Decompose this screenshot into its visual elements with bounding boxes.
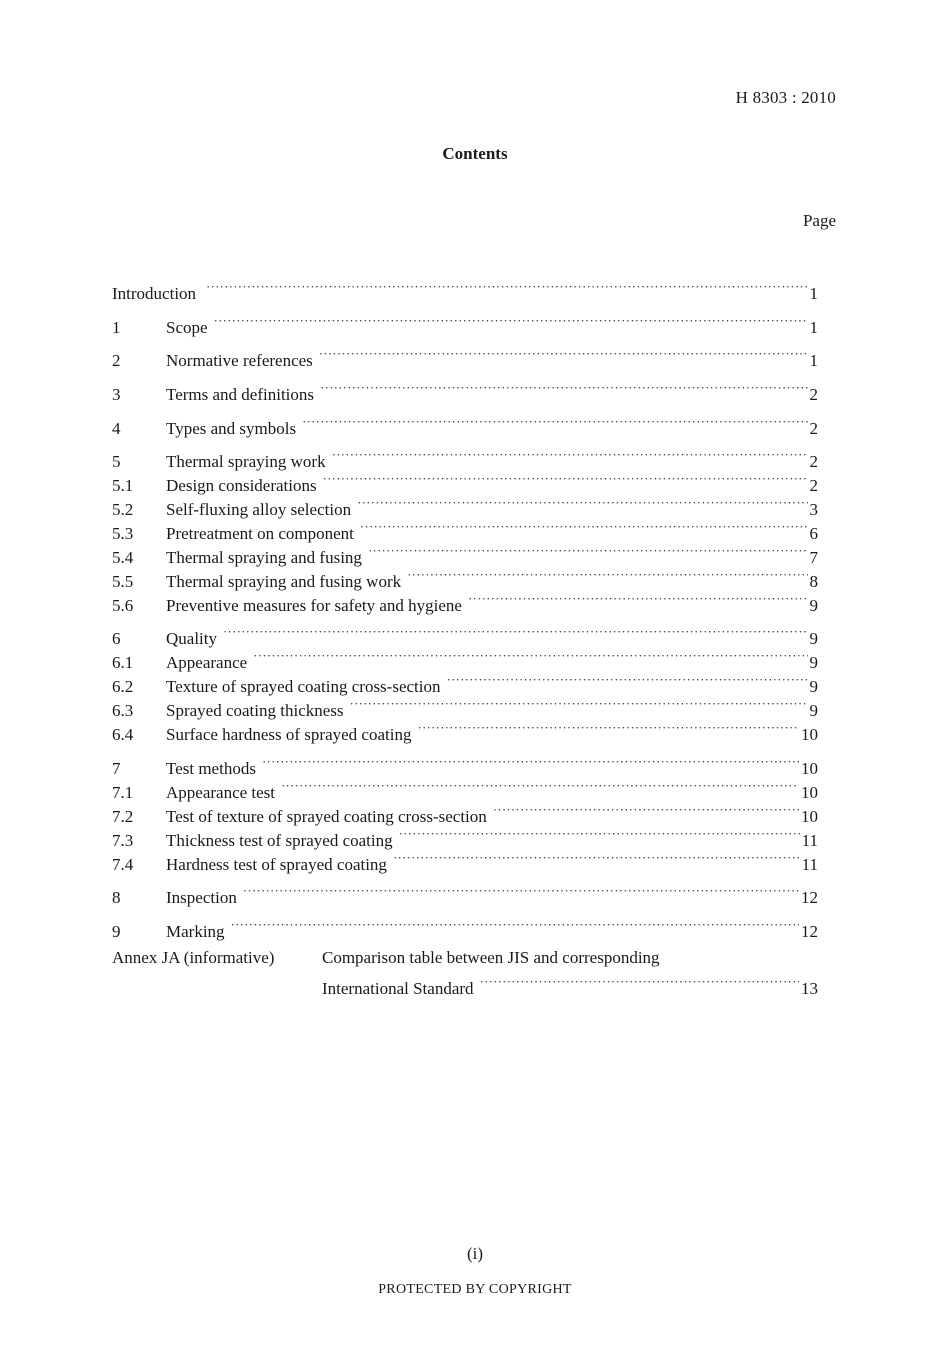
toc-entry-title: Design considerations [166,476,317,495]
toc-entry[interactable] [112,750,818,778]
toc-entry[interactable] [112,342,818,370]
toc-entry[interactable] [112,822,818,850]
toc-entry[interactable] [112,846,818,874]
toc-leader [480,970,799,994]
toc-entry-page: 10 [801,725,818,744]
toc-entry[interactable] [112,913,818,941]
toc-entry-page: 2 [809,452,818,471]
toc-entry-number: 6.1 [112,653,134,672]
toc-entry-title: Scope [166,318,208,337]
toc-leader [360,515,808,539]
toc-entry-page: 7 [809,548,818,567]
annex-label: Annex JA (informative) [112,948,275,967]
toc-entry-number: 5.1 [112,476,134,495]
toc-leader [319,342,808,366]
toc-leader [357,491,807,515]
toc-entry-title: Preventive measures for safety and hygiene [166,596,462,615]
toc-entry-number: 5 [112,452,121,471]
toc-entry[interactable] [112,491,818,519]
toc-entry-title: Appearance [166,653,248,672]
toc-entry[interactable] [112,443,818,471]
toc-entry-title: Marking [166,922,225,941]
toc-entry-title: Inspection [166,888,237,907]
toc-entry-number: 7 [112,759,121,778]
toc-entry[interactable] [112,410,818,438]
toc-entry-number: 5.6 [112,596,134,615]
toc-entry-title: Types and symbols [166,419,297,438]
toc-entry-title: Sprayed coating thickness [166,701,344,720]
toc-entry[interactable] [112,467,818,495]
toc-entry[interactable] [112,644,818,672]
toc-entry[interactable] [112,587,818,615]
toc-entry-number: 6.2 [112,677,134,696]
toc-entry[interactable] [112,798,818,826]
toc-entry-page: 2 [809,385,818,404]
toc-entry-number: 1 [112,318,121,337]
doc-id: H 8303 : 2010 [735,88,836,107]
toc-leader [206,275,807,299]
toc-entry-number: 5.3 [112,524,134,543]
toc-entry-page: 1 [809,318,818,337]
toc-entry[interactable] [112,620,818,648]
toc-entry-page: 9 [809,629,818,648]
toc-leader [302,410,807,434]
toc-entry-page: 8 [809,572,818,591]
toc-leader [262,750,799,774]
toc-entry[interactable] [112,539,818,567]
toc-leader [399,822,800,846]
toc-entry-number: 9 [112,922,121,941]
toc-entry-title: Thermal spraying and fusing work [166,572,402,591]
toc-entry-title: Surface hardness of sprayed coating [166,725,412,744]
toc-entry-page: 12 [801,888,818,907]
toc-leader [393,846,800,870]
annex-title-line1: Comparison table between JIS and corresponding [322,948,660,967]
toc-entry[interactable] [112,668,818,696]
toc-leader [323,467,808,491]
toc-leader [281,774,799,798]
toc-entry-number: 6.3 [112,701,134,720]
toc-entry-page: 9 [809,596,818,615]
toc-leader [468,587,808,611]
page-number: (i) [466,1244,484,1263]
annex-title-line2: International Standard [322,979,474,998]
toc-entry-number: 8 [112,888,121,907]
toc-entry-number: 5.5 [112,572,134,591]
toc-leader [417,716,799,740]
toc-entry[interactable] [112,275,818,303]
toc-entry-page: 6 [809,524,818,543]
toc-entry-title: Normative references [166,351,313,370]
toc-leader [243,879,799,903]
toc-leader [493,798,799,822]
toc-leader [368,539,808,563]
toc-leader [214,309,808,333]
toc-entry-page: 1 [809,351,818,370]
toc-leader [223,620,808,644]
toc-leader [447,668,808,692]
toc-entry-page: 9 [809,653,818,672]
toc-entry[interactable] [112,563,818,591]
toc-entry[interactable] [112,774,818,802]
toc-entry-title: Test methods [166,759,256,778]
toc-entry-title: Test of texture of sprayed coating cross-section [166,807,487,826]
toc-entry-number: 6 [112,629,121,648]
toc-entry-title: Quality [166,629,217,648]
toc-leader [350,692,808,716]
toc-entry-page: 2 [809,476,818,495]
toc-leader [332,443,808,467]
toc-entry-number: 6.4 [112,725,134,744]
toc-entry-page: 10 [801,807,818,826]
toc-entry-page: 10 [801,783,818,802]
toc-entry[interactable] [112,716,818,744]
annex-page: 13 [801,979,818,998]
toc-entry[interactable] [112,692,818,720]
toc-entry[interactable] [112,515,818,543]
toc-leader [231,913,799,937]
annex-title-line2-row [322,970,818,998]
toc-entry-number: 5.4 [112,548,134,567]
toc-entry-number: 2 [112,351,121,370]
toc-entry-page: 9 [809,701,818,720]
toc-entry-page: 2 [809,419,818,438]
toc-leader [253,644,807,668]
toc-entry-page: 11 [801,855,818,874]
toc-entry[interactable] [112,309,818,337]
page-column-header: Page [802,211,836,230]
toc-entry-title: Texture of sprayed coating cross-section [166,677,441,696]
toc-entry[interactable] [112,376,818,404]
toc-entry-page: 10 [801,759,818,778]
toc-entry-title: Thermal spraying and fusing [166,548,362,567]
toc-entry-title: Thermal spraying work [166,452,326,471]
toc-entry-page: 1 [809,284,818,303]
toc-entry-title: Thickness test of sprayed coating [166,831,393,850]
toc-entry-number: 7.3 [112,831,134,850]
toc-leader [320,376,807,400]
contents-title: Contents [442,144,508,163]
toc-entry-number: 7.2 [112,807,134,826]
toc-entry-page: 9 [809,677,818,696]
toc-entry-page: 3 [809,500,818,519]
toc-entry-number: 7.1 [112,783,134,802]
toc-entry-title: Terms and definitions [166,385,315,404]
toc-entry-number: 4 [112,419,121,438]
toc-entry-title: Self-fluxing alloy selection [166,500,352,519]
toc-entry-number: 5.2 [112,500,134,519]
toc-entry-page: 12 [801,922,818,941]
toc-entry-title: Appearance test [166,783,276,802]
toc-entry-number: 7.4 [112,855,134,874]
toc-leader [407,563,807,587]
copyright-notice: PROTECTED BY COPYRIGHT [378,1282,572,1297]
toc-entry-title: Pretreatment on component [166,524,354,543]
toc-entry-title: Introduction [112,284,197,303]
toc-entry-title: Hardness test of sprayed coating [166,855,387,874]
toc-entry[interactable] [112,879,818,907]
toc-entry-number: 3 [112,385,121,404]
toc-entry-page: 11 [801,831,818,850]
